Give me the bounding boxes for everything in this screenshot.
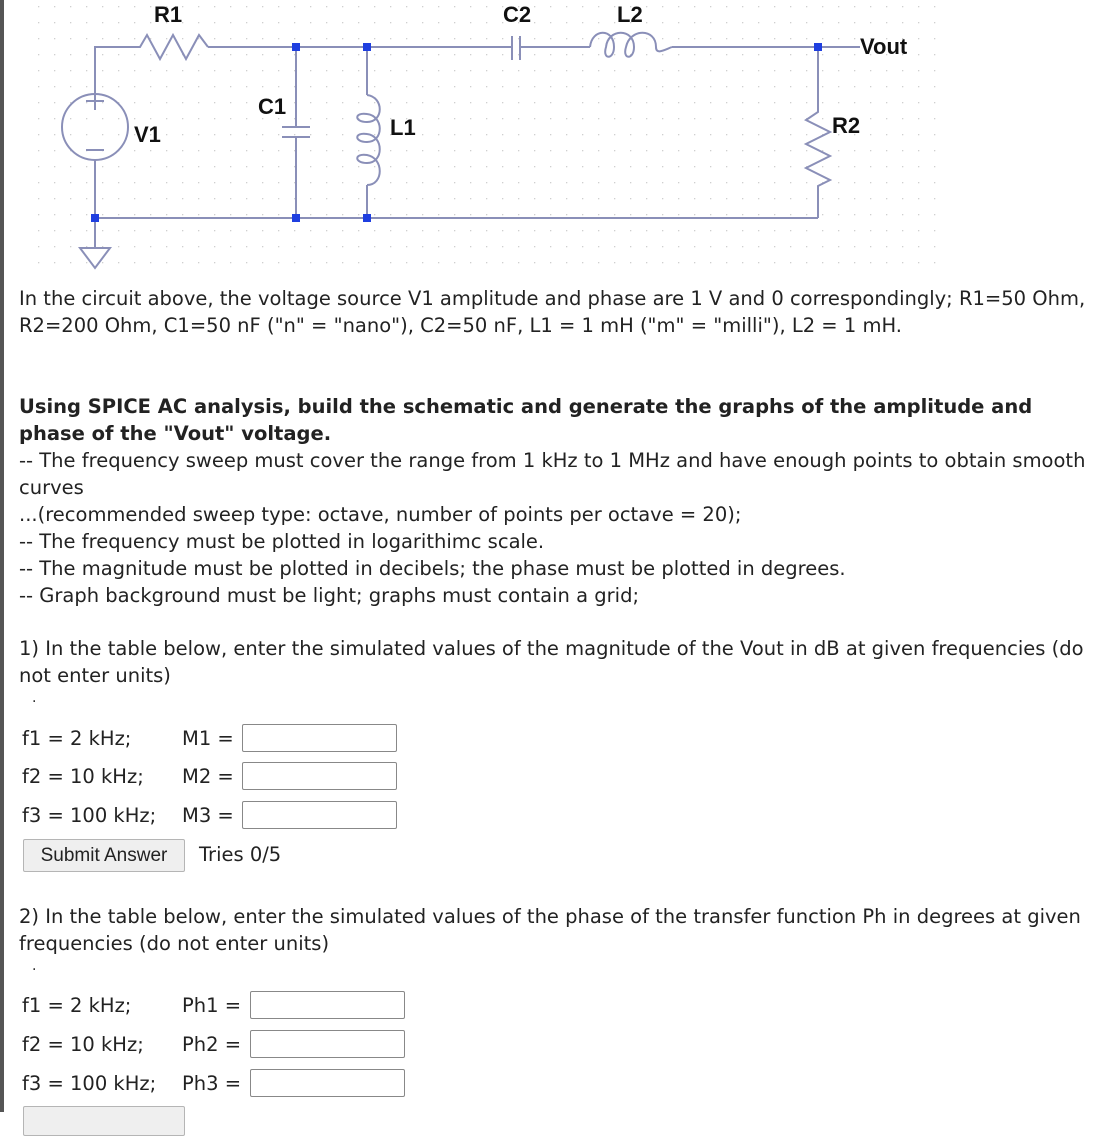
- ph3-input[interactable]: [250, 1069, 405, 1097]
- part1-row-2: [22, 759, 234, 793]
- var-label: Ph3 =: [182, 1071, 242, 1095]
- part1-prompt: 1) In the table below, enter the simulated values of the magnitude of the Vout in dB at given frequencies (do not enter units): [19, 637, 1084, 687]
- freq-label: f3 = 100 kHz;: [22, 803, 157, 827]
- label-r2: R2: [832, 113, 861, 138]
- label-v1: V1: [134, 122, 161, 147]
- var-label: M3 =: [182, 803, 234, 827]
- label-r1: R1: [154, 2, 183, 27]
- label-c2: C2: [503, 2, 532, 27]
- label-c1: C1: [258, 94, 287, 119]
- task-line: -- The frequency must be plotted in logarithimc scale.: [19, 530, 545, 553]
- part2-row-3: [22, 1066, 241, 1100]
- task-title: Using SPICE AC analysis, build the schematic and generate the graphs of the amplitude and phase of the "Vout" voltage.: [19, 395, 1033, 445]
- label-l1: L1: [390, 115, 416, 140]
- submit-answer-button-2[interactable]: [23, 1106, 185, 1136]
- m2-input[interactable]: [242, 762, 397, 790]
- submit-answer-button[interactable]: Submit Answer: [23, 839, 185, 872]
- bullet-dot: .: [32, 690, 37, 706]
- label-l2: L2: [617, 2, 643, 27]
- ph2-input[interactable]: [250, 1030, 405, 1058]
- bullet-dot: .: [32, 958, 37, 974]
- part2-row-1: [22, 988, 241, 1022]
- task-line: -- Graph background must be light; graphs must contain a grid;: [19, 584, 640, 607]
- freq-label: f2 = 10 kHz;: [22, 764, 144, 788]
- freq-label: f3 = 100 kHz;: [22, 1071, 157, 1095]
- ph1-input[interactable]: [250, 991, 405, 1019]
- freq-label: f1 = 2 kHz;: [22, 726, 132, 750]
- var-label: Ph1 =: [182, 993, 242, 1017]
- freq-label: f2 = 10 kHz;: [22, 1032, 144, 1056]
- task-line: -- The frequency sweep must cover the range from 1 kHz to 1 MHz and have enough points to obtain smooth curves: [19, 449, 1086, 499]
- part2-row-2: [22, 1027, 241, 1061]
- var-label: Ph2 =: [182, 1032, 242, 1056]
- var-label: M1 =: [182, 726, 234, 750]
- m1-input[interactable]: [242, 724, 397, 752]
- part1-row-1: [22, 721, 234, 755]
- task-line: ...(recommended sweep type: octave, number of points per octave = 20);: [19, 503, 742, 526]
- schematic-grid: [30, 0, 950, 275]
- freq-label: f1 = 2 kHz;: [22, 993, 132, 1017]
- tries-counter: Tries 0/5: [199, 843, 282, 866]
- part1-row-3: [22, 798, 234, 832]
- circuit-schematic: [0, 0, 1100, 280]
- problem-statement: In the circuit above, the voltage source V1 amplitude and phase are 1 V and 0 correspondingly; R1=50 Ohm, R2=200 Ohm, C1=50 nF ("n" = "nano"), C2=50 nF, L1 = 1 mH ("m" = "milli"), L2 = 1 mH.: [19, 287, 1086, 337]
- part2-prompt: 2) In the table below, enter the simulated values of the phase of the transfer function Ph in degrees at given frequencies (do not enter units): [19, 905, 1081, 955]
- label-vout: Vout: [860, 34, 908, 59]
- task-line: -- The magnitude must be plotted in decibels; the phase must be plotted in degrees.: [19, 557, 846, 580]
- task-instructions: [19, 393, 1094, 609]
- var-label: M2 =: [182, 764, 234, 788]
- m3-input[interactable]: [242, 801, 397, 829]
